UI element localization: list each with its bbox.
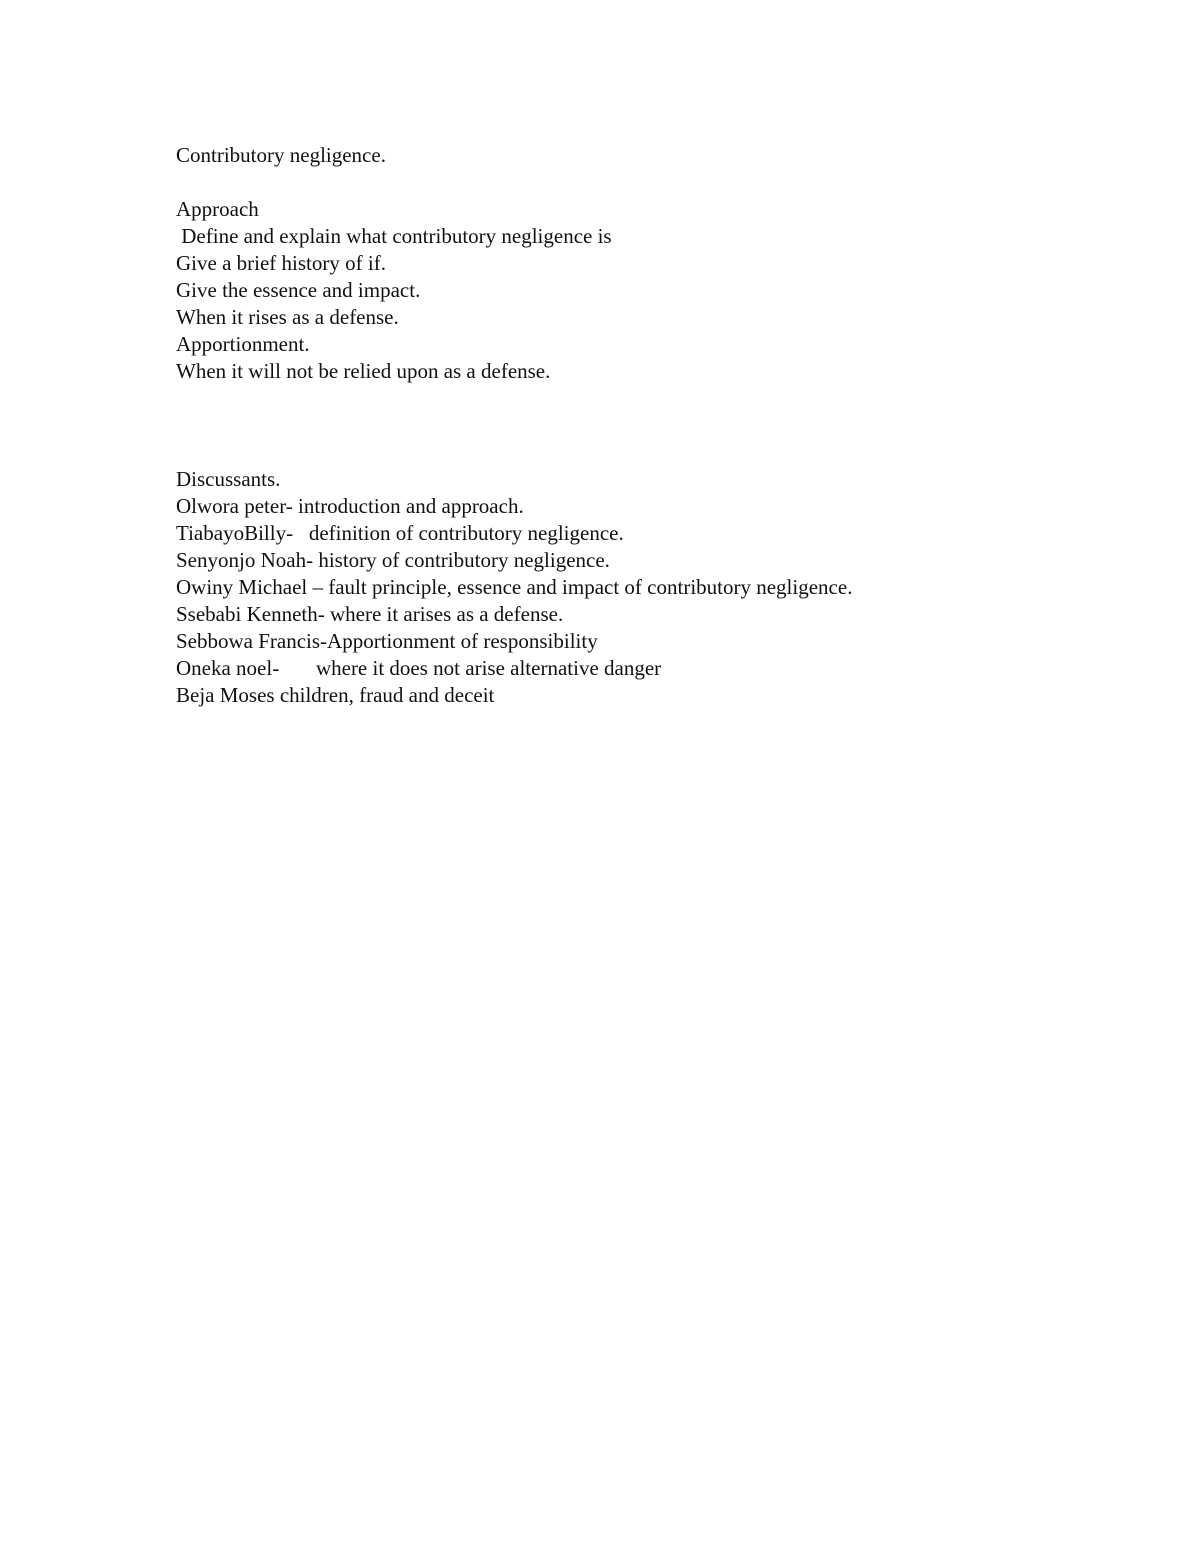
blank-line (176, 169, 1136, 196)
document-body (176, 142, 1136, 709)
approach-item: When it rises as a defense. (176, 305, 399, 329)
discussants-heading: Discussants. (176, 467, 281, 491)
discussant-item: Ssebabi Kenneth- where it arises as a defense. (176, 602, 564, 626)
approach-item: When it will not be relied upon as a defense. (176, 359, 551, 383)
discussant-item: Beja Moses children, fraud and deceit (176, 683, 495, 707)
discussant-item: TiabayoBilly- definition of contributory negligence. (176, 521, 624, 545)
discussants-list (176, 493, 1136, 709)
discussant-item: Oneka noel- where it does not arise alternative danger (176, 656, 662, 680)
approach-list (176, 223, 1136, 385)
document-title: Contributory negligence. (176, 143, 386, 167)
approach-item: Define and explain what contributory negligence is (176, 224, 612, 248)
approach-item: Apportionment. (176, 332, 310, 356)
discussant-item: Olwora peter- introduction and approach. (176, 494, 524, 518)
discussant-item: Senyonjo Noah- history of contributory negligence. (176, 548, 610, 572)
discussant-item: Sebbowa Francis-Apportionment of responsibility (176, 629, 598, 653)
approach-heading: Approach (176, 197, 259, 221)
discussant-item: Owiny Michael – fault principle, essence and impact of contributory negligence. (176, 575, 853, 599)
approach-item: Give a brief history of if. (176, 251, 386, 275)
approach-item: Give the essence and impact. (176, 278, 421, 302)
blank-lines (176, 385, 1136, 466)
